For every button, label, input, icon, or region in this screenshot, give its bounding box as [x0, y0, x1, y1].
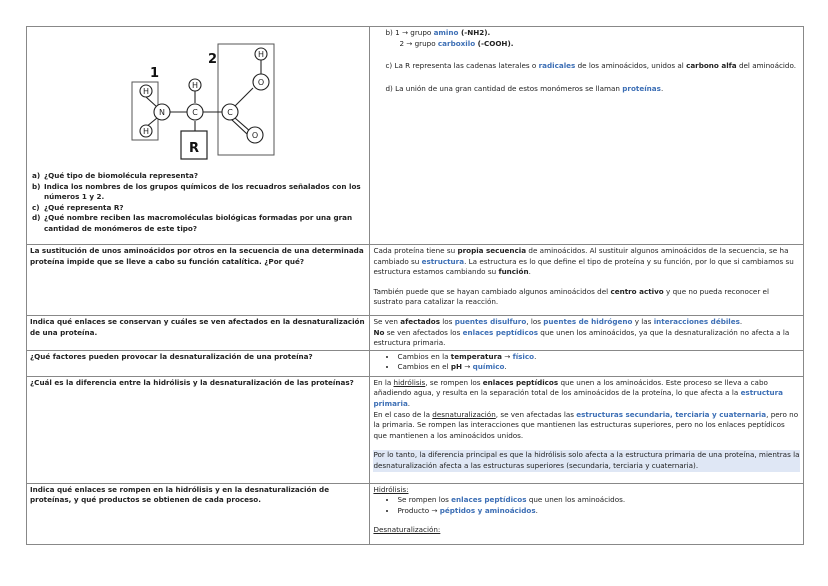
- hydrogen-atom: H: [191, 81, 199, 90]
- list-item: [32, 171, 366, 182]
- question-cell: [27, 27, 370, 245]
- answer-cell: [370, 27, 804, 245]
- worksheet-table: [26, 26, 804, 545]
- answer-line: No se ven afectados los enlaces peptídicos que unen los aminoácidos, ya que la desnaturalización no afecta a la estructura primaria.: [373, 327, 790, 348]
- list-item: • Se rompen los enlaces peptídicos que unen los aminoácidos.: [397, 495, 800, 506]
- question-cell: Indica qué enlaces se conservan y cuáles se ven afectados en la desnaturalización de una proteína.: [27, 316, 370, 351]
- group-number-1: 1: [150, 66, 160, 81]
- carbon-atom: C: [192, 108, 198, 117]
- item-letter: a): [32, 171, 41, 180]
- item-text: ¿Qué representa R?: [44, 202, 124, 212]
- question-list: [30, 171, 366, 235]
- answer-b: b) 1 → grupo amino (-NH2). 2 → grupo carboxilo (-COOH).: [385, 28, 514, 48]
- nitrogen-atom: N: [159, 108, 165, 117]
- answer-cell: [370, 376, 804, 483]
- conclusion-paragraph: Por lo tanto, la diferencia principal es que la hidrólisis solo afecta a la estructura primaria de una proteína, mientras la desnaturalización afecta a las estructuras superiores (secundaria, terciaria y cuaternaria).: [373, 450, 800, 470]
- answer-d: d) La unión de una gran cantidad de estos monómeros se llaman proteínas.: [385, 83, 664, 93]
- carbon-atom: C: [227, 108, 233, 117]
- list-item: • Producto → péptidos y aminoácidos.: [397, 506, 800, 517]
- oxygen-atom: O: [257, 78, 265, 87]
- hydrogen-atom: H: [142, 87, 150, 96]
- answer-paragraph: También puede que se hayan cambiado algunos aminoácidos del centro activo y que no pueda reconocer el sustrato para catalizar la reacción.: [373, 286, 769, 307]
- answer-cell: [370, 245, 804, 316]
- r-group-label: R: [188, 141, 200, 156]
- table-row: [27, 316, 804, 351]
- answer-paragraph: En la hidrólisis, se rompen los enlaces peptídicos que unen a los aminoácidos. Este proceso se lleva a cabo añadiendo agua, y resulta en la separación total de los aminoácidos de la proteína, lo que afecta a la estructura primaria.: [373, 377, 784, 408]
- hydrolysis-list: [373, 495, 800, 516]
- list-item: [32, 181, 366, 203]
- factor-list: [373, 352, 800, 373]
- question-cell: ¿Qué factores pueden provocar la desnaturalización de una proteína?: [27, 350, 370, 376]
- hydrogen-atom: H: [142, 127, 150, 136]
- table-row: [27, 483, 804, 544]
- answer-c: c) La R representa las cadenas laterales o radicales de los aminoácidos, unidos al carbono alfa del aminoácido.: [385, 61, 797, 71]
- question-cell: La sustitución de unos aminoácidos por otros en la secuencia de una determinada proteína impide que se lleve a cabo su función catalítica. ¿Por qué?: [27, 245, 370, 316]
- group-number-2: 2: [208, 52, 218, 67]
- list-item: • Cambios en el pH → químico.: [397, 362, 800, 373]
- table-row: [27, 376, 804, 483]
- item-text: ¿Qué nombre reciben las macromoléculas biológicas formadas por una gran cantidad de monómeros de este tipo?: [44, 213, 353, 233]
- item-text: Indica los nombres de los grupos químicos de los recuadros señalados con los números 1 y 2.: [44, 181, 361, 202]
- document-page: [26, 26, 804, 546]
- item-text: ¿Qué tipo de biomolécula representa?: [44, 171, 198, 180]
- table-row: [27, 350, 804, 376]
- answer-paragraph: En el caso de la desnaturalización, se ven afectadas las estructuras secundaria, terciaria y cuaternaria, pero no la primaria. Se rompen las interacciones que mantienen las estructuras superiores, pero no los enlaces peptídicos que mantienen a los aminoácidos unidos.: [373, 409, 799, 440]
- oxygen-atom: O: [251, 131, 259, 140]
- item-letter: c): [32, 202, 40, 212]
- answer-cell: [370, 483, 804, 544]
- denaturation-heading: Desnaturalización:: [373, 524, 441, 534]
- amino-acid-diagram: [30, 28, 360, 168]
- answer-line: Se ven afectados los puentes disulfuro, los puentes de hidrógeno y las interacciones débiles.: [373, 317, 743, 326]
- list-item: [32, 213, 366, 234]
- table-row: [27, 245, 804, 316]
- question-cell: Indica qué enlaces se rompen en la hidrólisis y en la desnaturalización de proteínas, y qué productos se obtienen de cada proceso.: [27, 483, 370, 544]
- amino-acid-structure: [30, 28, 360, 168]
- item-letter: d): [32, 213, 41, 223]
- item-letter: b): [32, 181, 41, 191]
- answer-cell: [370, 316, 804, 351]
- list-item: [32, 202, 366, 214]
- list-item: • Cambios en la temperatura → físico.: [397, 352, 800, 363]
- hydrogen-atom: H: [257, 50, 265, 59]
- answer-cell: [370, 350, 804, 376]
- question-cell: ¿Cuál es la diferencia entre la hidrólisis y la desnaturalización de las proteínas?: [27, 376, 370, 483]
- hydrolysis-heading: Hidrólisis:: [373, 484, 409, 494]
- table-row: [27, 27, 804, 245]
- answer-paragraph: Cada proteína tiene su propia secuencia de aminoácidos. Al sustituir algunos aminoácidos de la secuencia, se ha cambiado su estructura. La estructura es lo que define el tipo de proteína y su función, por lo que si cambiamos su estructura estamos cambiando su función.: [373, 246, 794, 277]
